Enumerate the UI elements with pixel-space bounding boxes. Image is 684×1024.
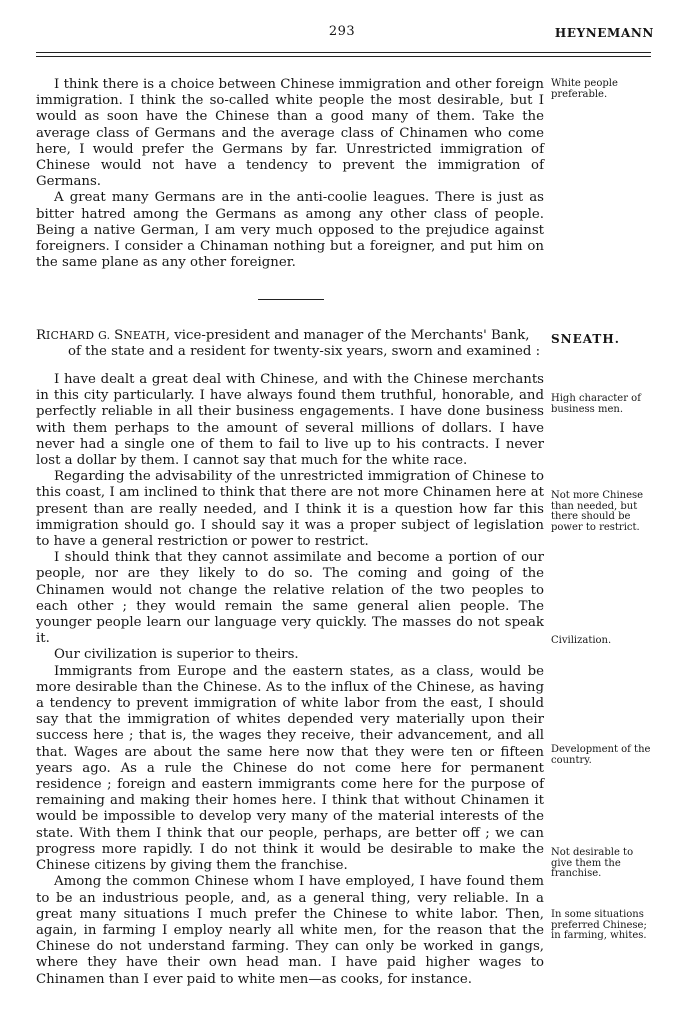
- running-head: HEYNEMANN: [554, 26, 654, 40]
- margin-note: High character of business men.: [551, 393, 641, 415]
- paragraph: Our civilization is superior to theirs.: [54, 647, 299, 663]
- margin-note: Civilization.: [551, 635, 612, 646]
- paragraph: I should think that they cannot assimilate and become a portion of our people, nor are they likely to do so. The coming and going of the Chinamen would not change the relative relation of the two peoples to each other ; they would remain the same general alien people. The younger people learn our language very quickly. The masses do not speak it.: [36, 550, 544, 647]
- paragraph: I have dealt a great deal with Chinese, and with the Chinese merchants in this city particularly. I have always found them truthful, honorable, and perfectly reliable in all their business engagements. I have done business with them perhaps to the amount of several millions of dollars. I have never had a single one of them to fail to live up to his contracts. I never lost a dollar by them. I cannot say that much for the white race.: [36, 372, 544, 469]
- paragraph: A great many Germans are in the anti-coolie leagues. There is just as bitter hatred among the Germans as among any other class of people. Being a native German, I am very much opposed to the prejudice against foreigners. I consider a Chinaman nothing but a foreigner, and put him on the same plane as any other foreigner.: [36, 190, 544, 271]
- paragraph: Among the common Chinese whom I have employed, I have found them to be an industrious people, and, as a general thing, very reliable. In a great many situations I much prefer the Chinese to white labor. Then, again, in farming I employ nearly all white men, for the reason that the Chinese do not understand farming. They can only be worked in gangs, where they have their own head man. I have paid higher wages to Chinamen than I ever paid to white men—as cooks, for instance.: [36, 874, 544, 987]
- section-divider: [258, 299, 324, 300]
- witness-name: RICHARD G. SNEATH: [36, 328, 166, 343]
- page-number: 293: [328, 24, 356, 39]
- paragraph: Regarding the advisability of the unrestricted immigration of Chinese to this coast, I am inclined to think that there are not more Chinamen here at present than are really needed, and I think it is a question how far this immigration should go. I should say it was a proper subject of legislation to have a general restriction or power to restrict.: [36, 469, 544, 550]
- sneath-testimony: [36, 372, 544, 988]
- margin-note: Not more Chinese than needed, but there should be power to restrict.: [551, 490, 644, 533]
- paragraph: I think there is a choice between Chinese immigration and other foreign immigration. I think the so-called white people the most desirable, but I would as soon have the Chinese than a good many of them. Take the average class of Germans and the average class of Chinamen who come here, I would prefer the Germans by far. Unrestricted immigration of Chinese would not have a tendency to prevent the immigration of Germans.: [36, 77, 544, 190]
- margin-note: Development of the country.: [551, 744, 651, 766]
- margin-note: In some situations preferred Chinese; in farming, whites.: [551, 909, 647, 942]
- heinemann-testimony: [36, 77, 544, 271]
- margin-note: Not desirable to give them the franchise.: [551, 847, 634, 880]
- margin-note: White people preferable.: [551, 78, 618, 100]
- paragraph: Immigrants from Europe and the eastern states, as a class, would be more desirable than the Chinese. As to the influx of the Chinese, as having a tendency to prevent immigration of white labor from the east, I should say that the immigration of whites depended very materially upon their success here ; that is, the wages they receive, their advancement, and all that. Wages are about the same here now that they were ten or fifteen years ago. As a rule the Chinese do not come here for permanent residence ; foreign and eastern immigrants come here for the purpose of remaining and making their homes here. I think that without Chinamen it would be impossible to develop very many of the material interests of the state. With them I think that our people, perhaps, are better off ; we can progress more rapidly. I do not think it would be desirable to make the Chinese citizens by giving them the franchise.: [36, 663, 544, 874]
- witness-introduction: RICHARD G. SNEATH, vice-president and manager of the Merchants' Bank, of the state and a resident for twenty-six years, sworn and examined :: [36, 328, 541, 360]
- header-double-rule: [36, 52, 651, 57]
- witness-side-label: SNEATH.: [551, 332, 620, 346]
